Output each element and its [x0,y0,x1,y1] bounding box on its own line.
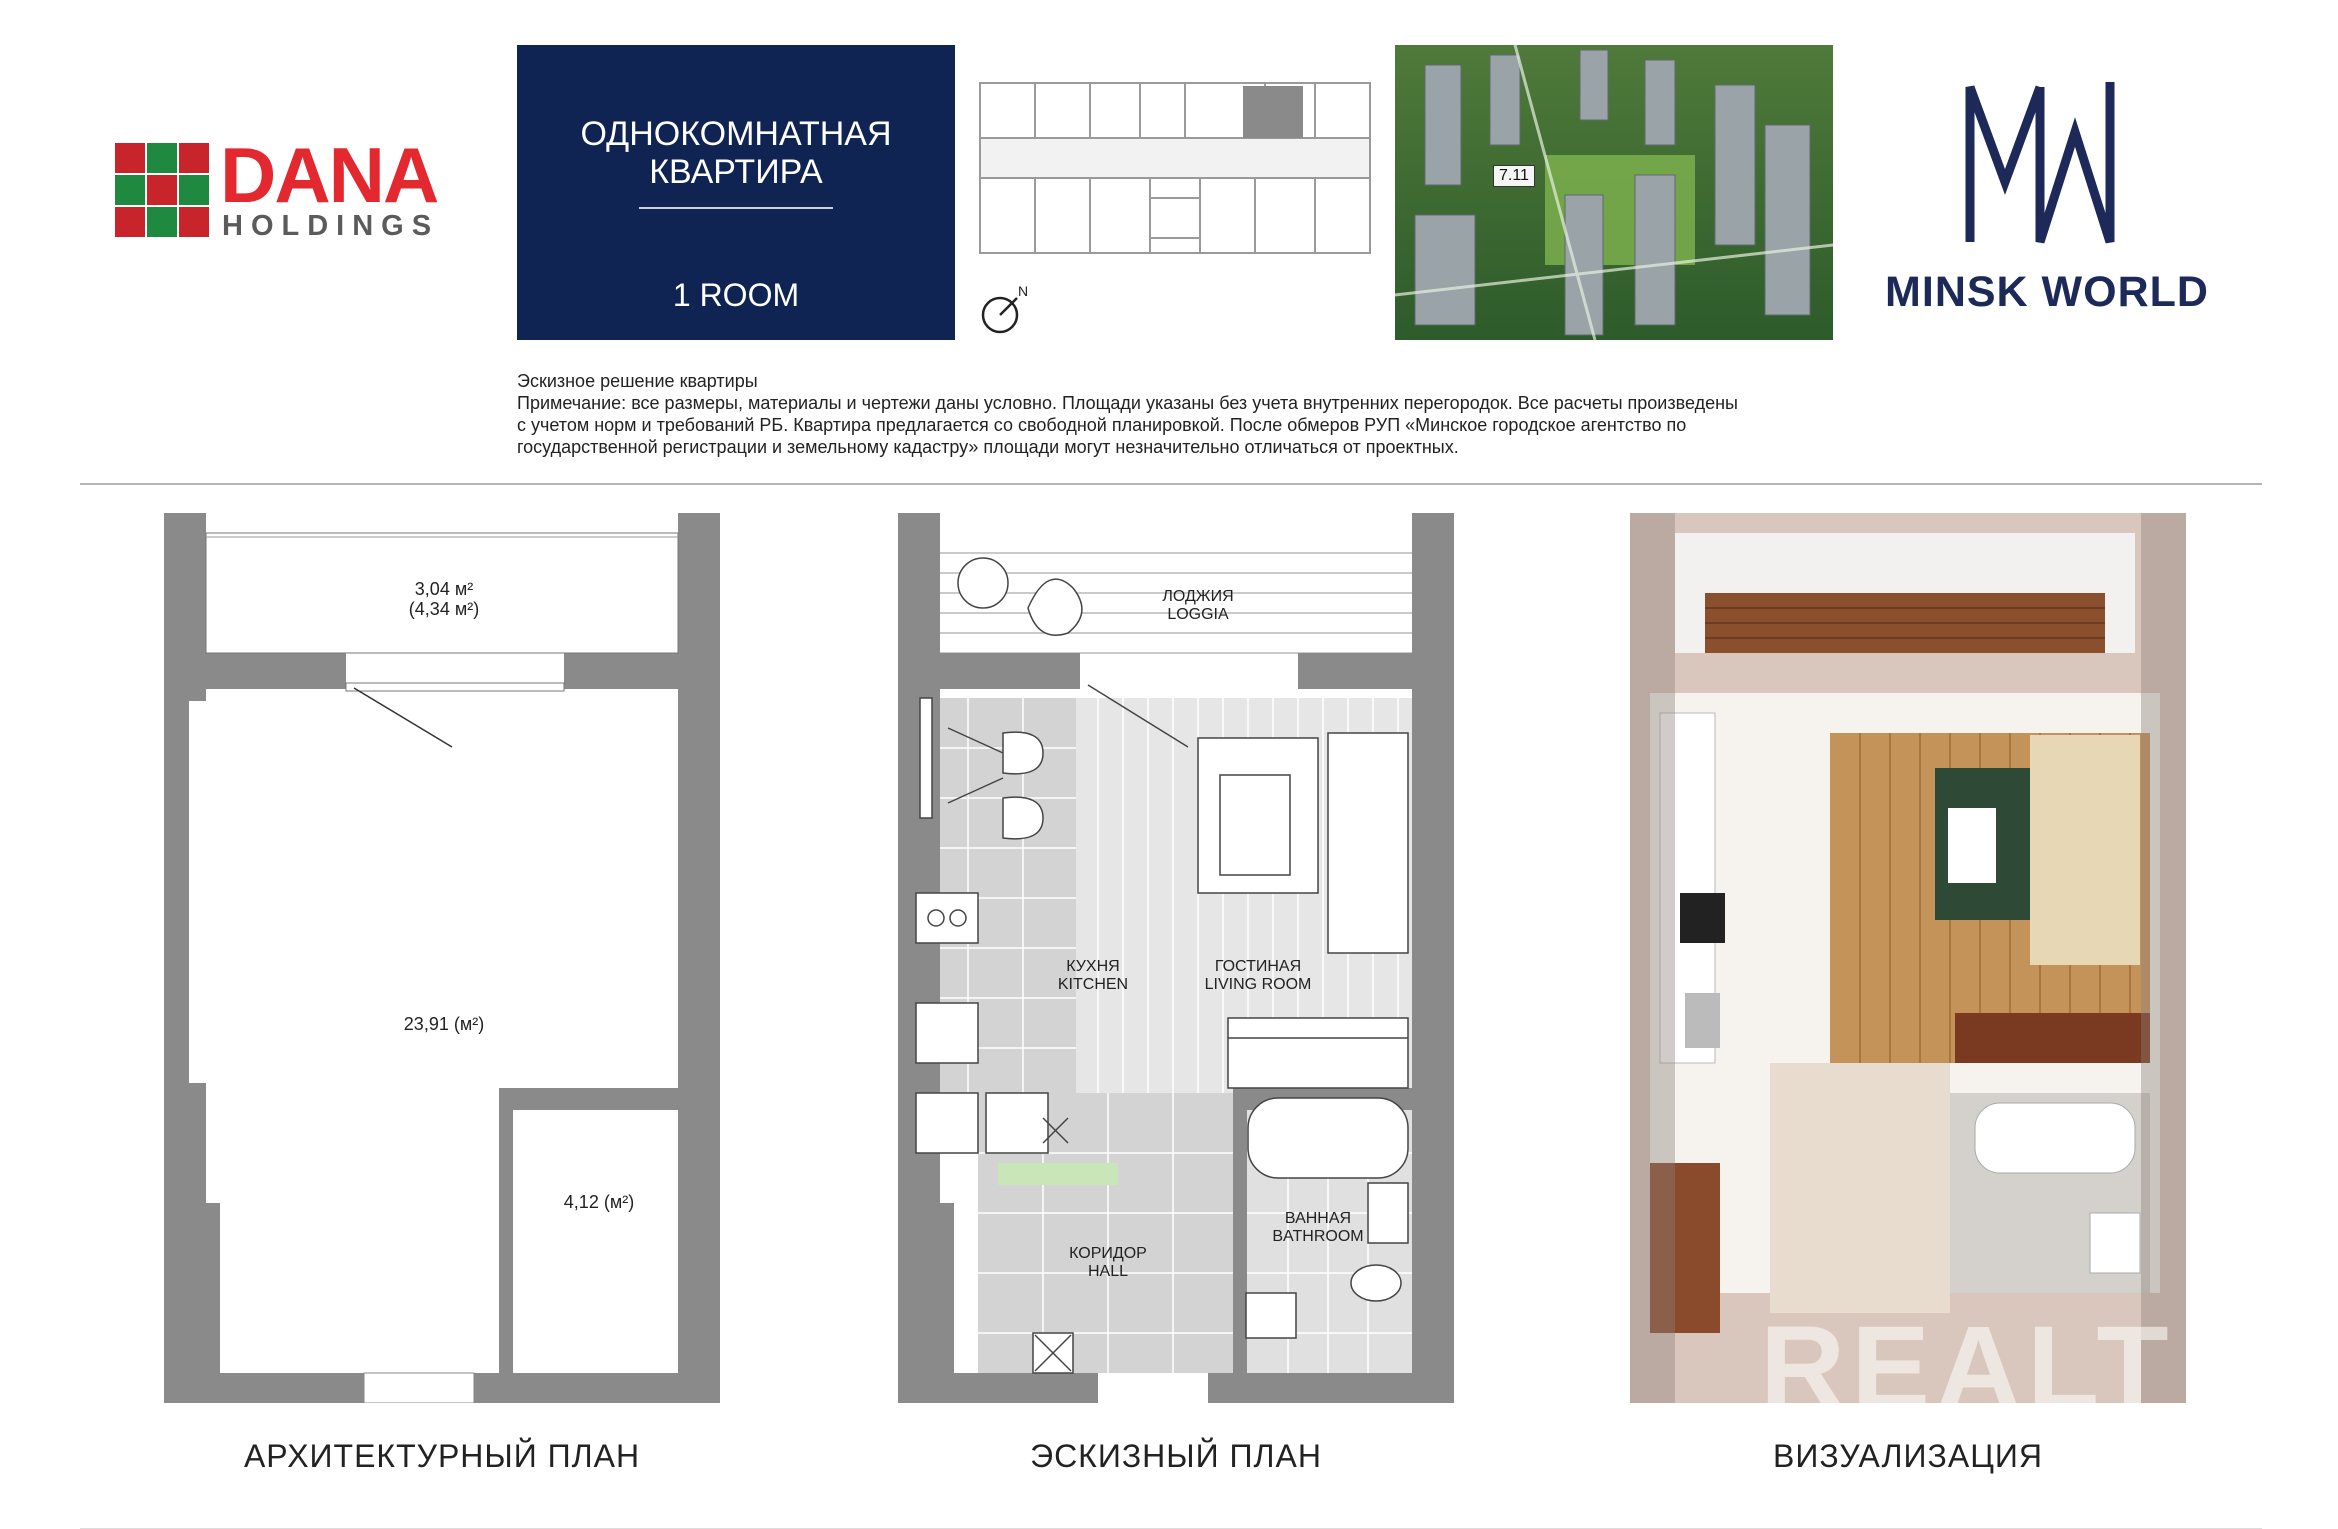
title-divider [639,207,833,209]
apartment-title-en: 1 ROOM [672,277,800,313]
architectural-plan-caption: АРХИТЕКТУРНЫЙ ПЛАН [243,1438,641,1474]
living-label-en: LIVING ROOM [1204,976,1312,993]
living-label-ru: ГОСТИНАЯ [1214,958,1302,975]
visualization-plan [1630,513,2186,1403]
realt-watermark: REALT [1760,1302,2175,1434]
apartment-title-ru: ОДНОКОМНАТНАЯ КВАРТИРА [580,115,892,191]
bathroom-label-en: BATHROOM [1272,1228,1364,1245]
dana-logo-subtitle: HOLDINGS [222,210,440,242]
bathroom-label-ru: ВАННАЯ [1284,1210,1352,1227]
floor-key-plan [975,78,1375,299]
sketch-plan-caption: ЭСКИЗНЫЙ ПЛАН [1030,1438,1322,1474]
loggia-label-en: LOGGIA [1167,606,1229,623]
hall-label-en: HALL [1087,1263,1129,1280]
complex-render-image [1395,45,1833,340]
hall-label-ru: КОРИДОР [1069,1245,1147,1262]
minsk-world-logo [1960,72,2120,252]
apartment-title-block [517,45,955,340]
visualization-caption: ВИЗУАЛИЗАЦИЯ [1773,1438,2043,1474]
bathroom-area: 4,12 (м²) [563,1192,635,1212]
loggia-label-ru: ЛОДЖИЯ [1162,588,1234,605]
sketch-plan [898,513,1454,1403]
header-divider [80,483,2262,485]
note-title: Эскизное решение квартиры [517,371,758,391]
architectural-plan [164,513,720,1403]
disclaimer-note [517,370,1837,458]
north-label: N [1018,283,1029,299]
main-room-area: 23,91 (м²) [403,1014,485,1034]
loggia-area: 3,04 м² [414,579,474,599]
building-number-tag: 7.11 [1493,165,1535,187]
dana-logo-word: DANA [220,131,438,219]
kitchen-label-en: KITCHEN [1057,976,1129,993]
loggia-area-full: (4,34 м²) [408,599,480,619]
kitchen-label-ru: КУХНЯ [1066,958,1120,975]
minsk-world-wordmark: MINSK WORLD [1885,268,2209,316]
note-body: Примечание: все размеры, материалы и чертежи даны условно. Площади указаны без учета внутренних перегородок. Все расчеты произведены с учетом норм и требований РБ. Квартира предлагается со свободной планировкой. После обмеров РУП «Минское городское агентство по государственной регистрации и земельному кадастру» площади могут незначительно отличаться от проектных. [517,393,1738,457]
